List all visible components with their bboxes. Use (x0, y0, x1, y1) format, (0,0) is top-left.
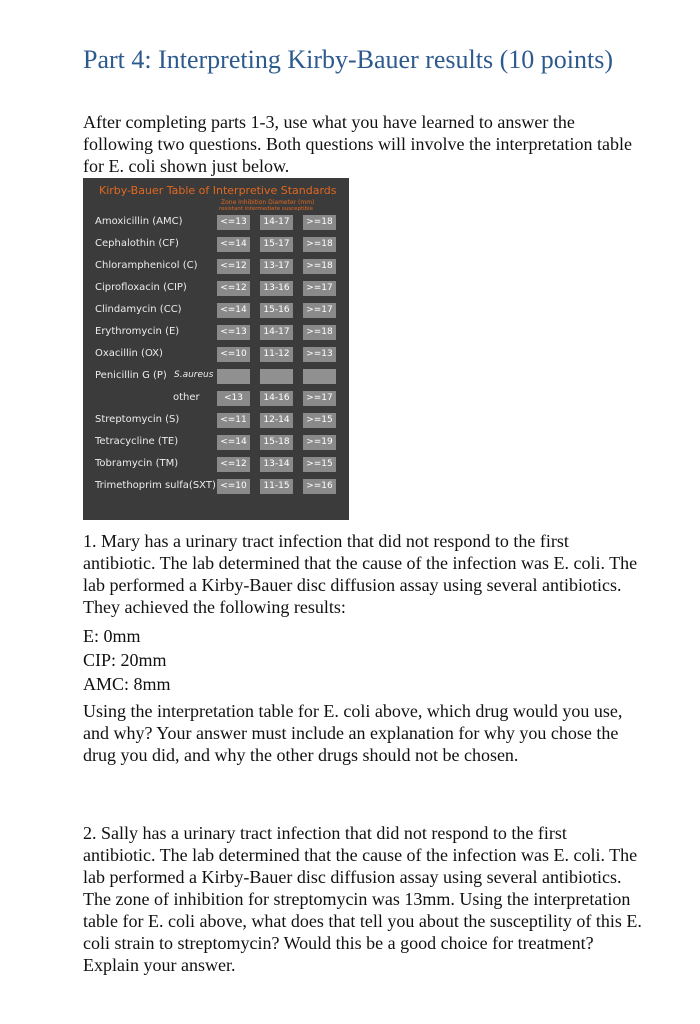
intermediate-cell: 13-16 (260, 281, 293, 296)
drug-name: Tobramycin (TM) (95, 458, 179, 469)
susceptible-cell: >=18 (303, 237, 336, 252)
intro-paragraph: After completing parts 1-3, use what you have learned to answer the following two questions. Both questions will involve the interpretation table for E. coli shown just below. (83, 112, 632, 176)
drug-name: Erythromycin (E) (95, 326, 180, 337)
table-row (83, 433, 349, 453)
table-row (83, 323, 349, 343)
intermediate-cell: 14-17 (260, 215, 293, 230)
intermediate-cell: 13-17 (260, 259, 293, 274)
susceptible-cell: >=17 (303, 391, 336, 406)
resistant-cell: <=13 (217, 325, 250, 340)
table-column-headers: resistant intermediate susceptible (219, 206, 314, 212)
susceptible-cell: >=17 (303, 281, 336, 296)
intermediate-cell: 13-14 (260, 457, 293, 472)
susceptible-cell: >=17 (303, 303, 336, 318)
drug-name: Streptomycin (S) (95, 414, 180, 425)
resistant-cell: <=10 (217, 347, 250, 362)
drug-name: Oxacillin (OX) (95, 348, 163, 359)
susceptible-cell: >=16 (303, 479, 336, 494)
resistant-cell: <=10 (217, 479, 250, 494)
intermediate-cell: 15-17 (260, 237, 293, 252)
resistant-cell: <=14 (217, 303, 250, 318)
intermediate-cell: 12-14 (260, 413, 293, 428)
resistant-cell: <=12 (217, 259, 250, 274)
drug-name: Clindamycin (CC) (95, 304, 182, 315)
drug-name: other (173, 392, 200, 403)
resistant-cell: <=13 (217, 215, 250, 230)
result-e: E: 0mm (83, 626, 141, 646)
table-row (83, 389, 349, 409)
resistant-cell: <=14 (217, 237, 250, 252)
table-row (83, 455, 349, 475)
page-title: Part 4: Interpreting Kirby-Bauer results (10 points) (83, 45, 613, 74)
table-row (83, 213, 349, 233)
question-2: 2. Sally has a urinary tract infection that did not respond to the first antibiotic. The lab determined that the cause of the infection was E. coli. The lab performed a Kirby-Bauer disc diffusion assay using several antibiotics. The zone of inhibition for streptomycin was 13mm. Using the interpretation table for E. coli above, what does that tell you about the susceptility of this E. coli strain to streptomycin? Would this be a good choice for treatment? Explain your answer. (83, 823, 642, 975)
table-row (83, 367, 349, 387)
intermediate-cell: 15-18 (260, 435, 293, 450)
susceptible-cell: >=15 (303, 413, 336, 428)
susceptible-cell: >=13 (303, 347, 336, 362)
intermediate-cell (260, 369, 293, 384)
susceptible-cell: >=18 (303, 215, 336, 230)
susceptible-cell: >=18 (303, 325, 336, 340)
drug-name: Trimethoprim sulfa(SXT) (95, 480, 216, 491)
table-title: Kirby-Bauer Table of Interpretive Standards (99, 184, 337, 197)
resistant-cell: <=14 (217, 435, 250, 450)
table-row (83, 477, 349, 497)
kirby-bauer-table (83, 178, 349, 520)
table-row (83, 411, 349, 431)
resistant-cell: <=11 (217, 413, 250, 428)
table-row (83, 279, 349, 299)
drug-name: Chloramphenicol (C) (95, 260, 198, 271)
intermediate-cell: 14-17 (260, 325, 293, 340)
susceptible-cell: >=18 (303, 259, 336, 274)
question-1-prompt: Using the interpretation table for E. coli above, which drug would you use, and why? Your answer must include an explanation for why you chose the drug you did, and why the other drugs should not be chosen. (83, 701, 623, 765)
result-amc: AMC: 8mm (83, 674, 171, 694)
drug-name: Penicillin G (P) (95, 370, 167, 381)
table-row (83, 345, 349, 365)
susceptible-cell (303, 369, 336, 384)
table-subtitle: Zone Inhibition Diameter (mm) (221, 199, 315, 206)
resistant-cell: <=12 (217, 281, 250, 296)
drug-qualifier: S.aureus (174, 370, 214, 380)
drug-name: Amoxicillin (AMC) (95, 216, 183, 227)
question-1: 1. Mary has a urinary tract infection that did not respond to the first antibiotic. The lab determined that the cause of the infection was E. coli. The lab performed a Kirby-Bauer disc diffusion assay using several antibiotics. They achieved the following results: (83, 531, 638, 617)
resistant-cell (217, 369, 250, 384)
susceptible-cell: >=19 (303, 435, 336, 450)
table-row (83, 257, 349, 277)
drug-name: Ciprofloxacin (CIP) (95, 282, 187, 293)
resistant-cell: <13 (217, 391, 250, 406)
table-row (83, 301, 349, 321)
susceptible-cell: >=15 (303, 457, 336, 472)
intermediate-cell: 11-15 (260, 479, 293, 494)
intermediate-cell: 15-16 (260, 303, 293, 318)
intermediate-cell: 11-12 (260, 347, 293, 362)
result-cip: CIP: 20mm (83, 650, 167, 670)
table-row (83, 235, 349, 255)
intermediate-cell: 14-16 (260, 391, 293, 406)
drug-name: Cephalothin (CF) (95, 238, 179, 249)
drug-name: Tetracycline (TE) (95, 436, 179, 447)
resistant-cell: <=12 (217, 457, 250, 472)
